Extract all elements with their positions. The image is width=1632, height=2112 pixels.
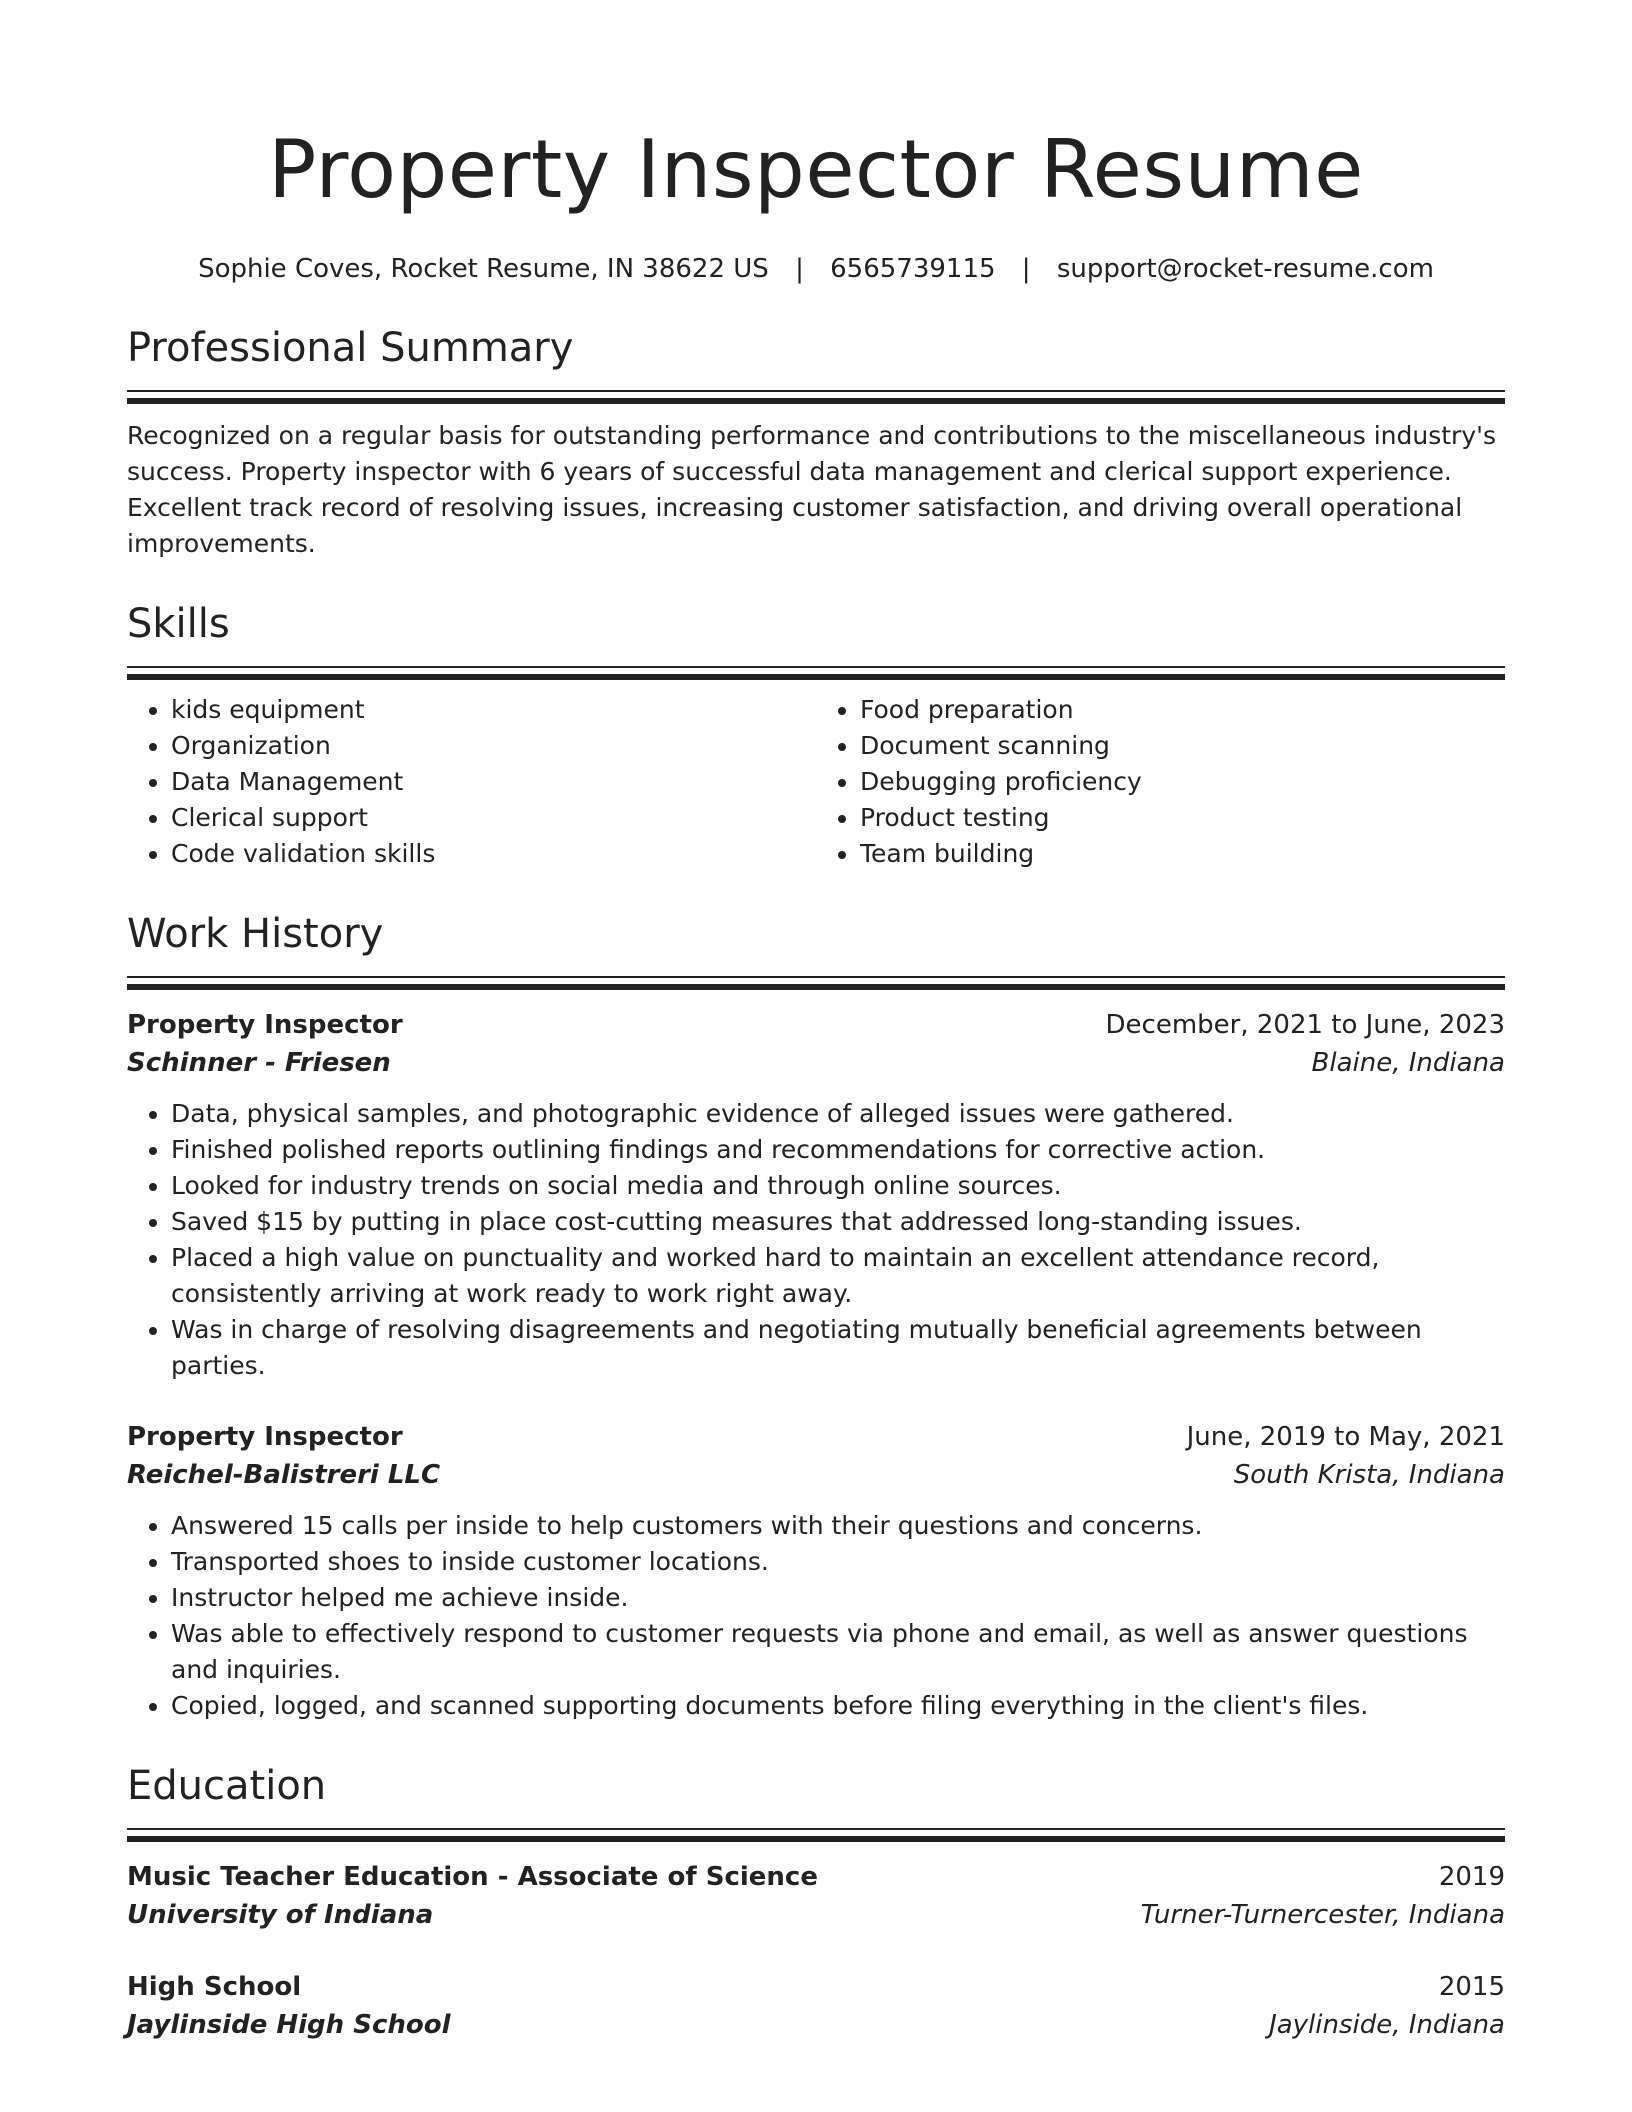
education-entry [127, 1968, 1505, 2044]
page-title: Property Inspector Resume [268, 123, 1364, 216]
skill-item: • Team building [860, 836, 1505, 872]
summary-text: Recognized on a regular basis for outstanding performance and contributions to the miscellaneous industry's success. Property inspector with 6 years of successful data management and clerical support experience. Excellent track record of resolving issues, increasing customer satisfaction, and driving overall operational improvements. [127, 421, 1497, 558]
education-degree: High School [127, 1972, 302, 2002]
job-company: Schinner - Friesen [127, 1048, 391, 1078]
job-bullet: • Transported shoes to inside customer locations. [171, 1544, 1505, 1580]
education-section [127, 1762, 1505, 2044]
skill-item: • kids equipment [171, 692, 816, 728]
education-location: Turner-Turnercester, Indiana [1140, 1900, 1505, 1930]
section-divider [127, 390, 1505, 404]
contact-separator: | [1021, 254, 1031, 284]
skill-item: • Data Management [171, 764, 816, 800]
job-bullet: • Instructor helped me achieve inside. [171, 1580, 1505, 1616]
job-bullet: • Was able to effectively respond to customer requests via phone and email, as well as answer questions and inquiries. [171, 1616, 1505, 1688]
skill-item: • Document scanning [860, 728, 1505, 764]
contact-phone: 6565739115 [830, 254, 996, 284]
job-bullet: • Placed a high value on punctuality and worked hard to maintain an excellent attendance record, consistently arriving at work ready to work right away. [171, 1240, 1505, 1312]
section-heading-work-history: Work History [127, 911, 384, 957]
job-title: Property Inspector [127, 1422, 403, 1452]
job-bullets [127, 1508, 1505, 1724]
job-company: Reichel-Balistreri LLC [127, 1460, 441, 1490]
section-divider [127, 976, 1505, 990]
job-bullet: • Copied, logged, and scanned supporting documents before filing everything in the client's files. [171, 1688, 1505, 1724]
skills-column-right [816, 692, 1505, 872]
section-divider [127, 666, 1505, 680]
job-bullet: • Looked for industry trends on social media and through online sources. [171, 1168, 1505, 1204]
education-year: 2019 [1438, 1862, 1505, 1892]
job-dates: June, 2019 to May, 2021 [1186, 1422, 1505, 1452]
job-entry [127, 1418, 1505, 1724]
skill-item: • Product testing [860, 800, 1505, 836]
job-title: Property Inspector [127, 1010, 403, 1040]
education-location: Jaylinside, Indiana [1269, 2010, 1505, 2040]
job-bullet: • Finished polished reports outlining findings and recommendations for corrective action. [171, 1132, 1505, 1168]
summary-section [127, 324, 1505, 562]
job-dates: December, 2021 to June, 2023 [1105, 1010, 1505, 1040]
job-location: South Krista, Indiana [1233, 1460, 1505, 1490]
education-school: University of Indiana [127, 1900, 434, 1930]
contact-separator: | [795, 254, 804, 284]
skill-item: • Code validation skills [171, 836, 816, 872]
contact-email: support@rocket-resume.com [1056, 254, 1434, 284]
contact-address: Sophie Coves, Rocket Resume, IN 38622 US [198, 254, 769, 284]
skill-item: • Debugging proficiency [860, 764, 1505, 800]
contact-line [127, 252, 1505, 286]
skills-section [127, 600, 1505, 872]
education-entry [127, 1858, 1505, 1934]
education-degree: Music Teacher Education - Associate of Science [127, 1862, 818, 1892]
skills-column-left [127, 692, 816, 872]
section-heading-education: Education [127, 1763, 327, 1809]
job-location: Blaine, Indiana [1311, 1048, 1505, 1078]
job-bullet: • Was in charge of resolving disagreements and negotiating mutually beneficial agreements between parties. [171, 1312, 1505, 1384]
job-bullets [127, 1096, 1505, 1384]
education-year: 2015 [1438, 1972, 1505, 2002]
education-school: Jaylinside High School [127, 2010, 451, 2040]
work-history-section [127, 910, 1505, 1724]
job-bullet: • Answered 15 calls per inside to help customers with their questions and concerns. [171, 1508, 1505, 1544]
skills-columns [127, 692, 1505, 872]
section-heading-skills: Skills [127, 601, 230, 647]
skill-item: • Food preparation [860, 692, 1505, 728]
job-bullet: • Saved $15 by putting in place cost-cutting measures that addressed long-standing issues. [171, 1204, 1505, 1240]
job-entry [127, 1006, 1505, 1384]
skill-item: • Organization [171, 728, 816, 764]
skill-item: • Clerical support [171, 800, 816, 836]
section-heading-summary: Professional Summary [127, 325, 574, 371]
section-divider [127, 1828, 1505, 1842]
job-bullet: • Data, physical samples, and photographic evidence of alleged issues were gathered. [171, 1096, 1505, 1132]
